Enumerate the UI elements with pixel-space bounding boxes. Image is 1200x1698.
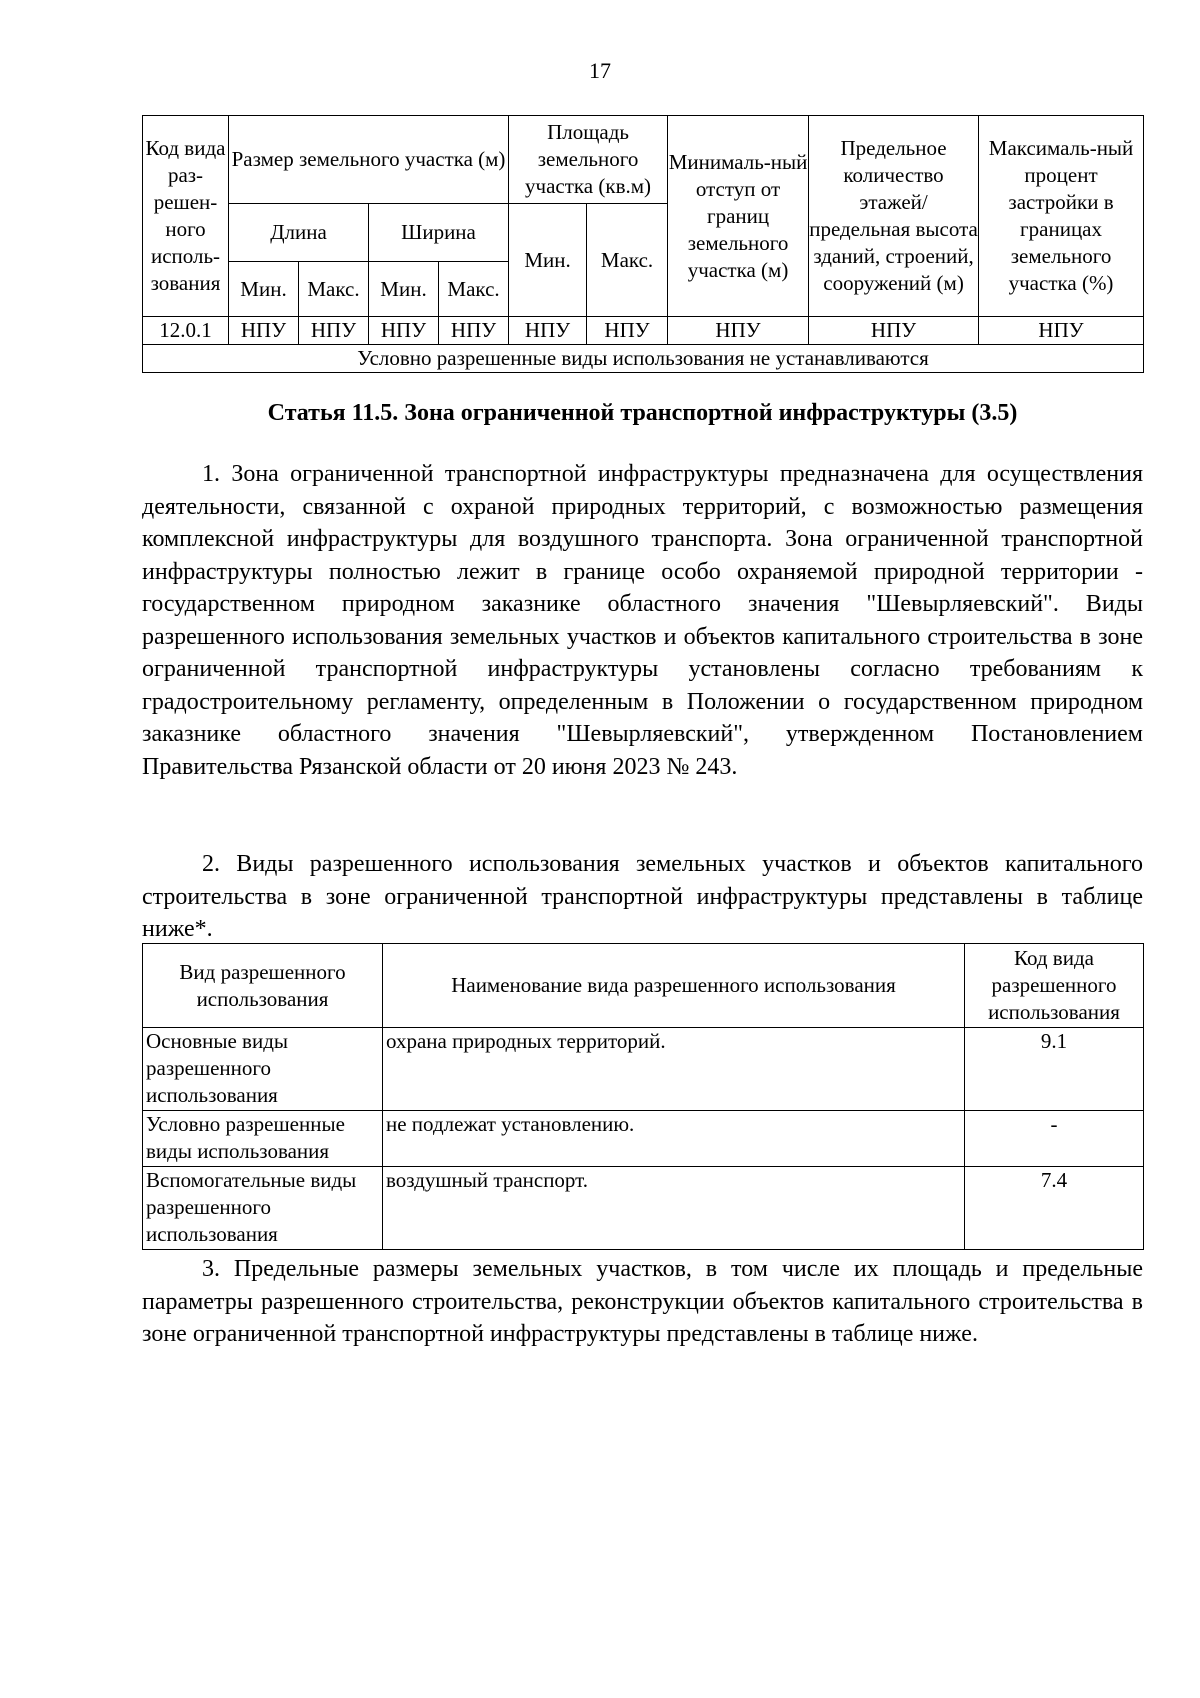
use-type-cell: Вспомогательные виды разрешенного использования bbox=[143, 1167, 383, 1250]
use-name-cell: воздушный транспорт. bbox=[383, 1167, 965, 1250]
parameters-table bbox=[142, 115, 1144, 373]
table-cell: 12.0.1 bbox=[143, 317, 229, 345]
use-name-cell: охрана природных территорий. bbox=[383, 1028, 965, 1111]
table-row bbox=[143, 317, 1144, 345]
table-cell: НПУ bbox=[439, 317, 509, 345]
table-note: Условно разрешенные виды использования не устанавливаются bbox=[143, 345, 1144, 373]
header-use-name: Наименование вида разрешенного использования bbox=[383, 944, 965, 1028]
use-code-cell: 9.1 bbox=[965, 1028, 1144, 1111]
use-type-cell: Основные виды разрешенного использования bbox=[143, 1028, 383, 1111]
header-length-max: Макс. bbox=[299, 262, 369, 317]
paragraph-3: 3. Предельные размеры земельных участков, в том числе их площадь и предельные параметры разрешенного строительства, реконструкции объектов капитального строительства в зоне ограниченной транспортной инфраструктуры представлены в таблице ниже. bbox=[142, 1256, 1143, 1347]
header-setback: Минималь-ный отступ от границ земельного участка (м) bbox=[668, 116, 809, 317]
header-coverage: Максималь-ный процент застройки в границах земельного участка (%) bbox=[979, 116, 1144, 317]
table-cell: НПУ bbox=[668, 317, 809, 345]
paragraph-2: 2. Виды разрешенного использования земельных участков и объектов капитального строительства в зоне ограниченной транспортной инфраструктуры представлены в таблице ниже*. bbox=[142, 851, 1143, 942]
page-number: 17 bbox=[589, 58, 611, 83]
use-type-cell: Условно разрешенные виды использования bbox=[143, 1111, 383, 1167]
header-use-type: Вид разрешенного использования bbox=[143, 944, 383, 1028]
use-code-cell: 7.4 bbox=[965, 1167, 1144, 1250]
table-cell: НПУ bbox=[509, 317, 587, 345]
header-use-code: Код вида разрешенного использования bbox=[965, 944, 1144, 1028]
header-width-max: Макс. bbox=[439, 262, 509, 317]
table-row bbox=[143, 1028, 1144, 1111]
table-cell: НПУ bbox=[369, 317, 439, 345]
header-size: Размер земельного участка (м) bbox=[229, 116, 509, 204]
header-area: Площадь земельного участка (кв.м) bbox=[509, 116, 668, 204]
article-heading: Статья 11.5. Зона ограниченной транспортной инфраструктуры (3.5) bbox=[267, 400, 1018, 426]
table-note-row bbox=[143, 345, 1144, 373]
table-cell: НПУ bbox=[587, 317, 668, 345]
permitted-uses-table bbox=[142, 943, 1144, 1250]
use-name-cell: не подлежат установлению. bbox=[383, 1111, 965, 1167]
header-area-min: Мин. bbox=[509, 204, 587, 317]
table-cell: НПУ bbox=[229, 317, 299, 345]
header-length: Длина bbox=[229, 204, 369, 262]
paragraph-1: 1. Зона ограниченной транспортной инфраструктуры предназначена для осуществления деятельности, связанной с охраной природных территорий, с возможностью размещения комплексной инфраструктуры для воздушного транспорта. Зона ограниченной транспортной инфраструктуры полностью лежит в границе особо охраняемой природной территории - государственном природном заказнике областного значения "Шевырляевский". Виды разрешенного использования земельных участков и объектов капитального строительства в зоне ограниченной транспортной инфраструктуры установлены согласно требованиям к градостроительному регламенту, определенным в Положении о государственном природном заказнике областного значения "Шевырляевский", утвержденном Постановлением Правительства Рязанской области от 20 июня 2023 № 243. bbox=[142, 461, 1143, 780]
header-area-max: Макс. bbox=[587, 204, 668, 317]
table-cell: НПУ bbox=[979, 317, 1144, 345]
table-row bbox=[143, 1167, 1144, 1250]
table-cell: НПУ bbox=[809, 317, 979, 345]
header-width-min: Мин. bbox=[369, 262, 439, 317]
header-width: Ширина bbox=[369, 204, 509, 262]
header-floors: Предельное количество этажей/ предельная высота зданий, строений, сооружений (м) bbox=[809, 116, 979, 317]
header-code: Код вида раз-решен-ного исполь-зования bbox=[143, 116, 229, 317]
table-row bbox=[143, 1111, 1144, 1167]
use-code-cell: - bbox=[965, 1111, 1144, 1167]
table-cell: НПУ bbox=[299, 317, 369, 345]
header-length-min: Мин. bbox=[229, 262, 299, 317]
